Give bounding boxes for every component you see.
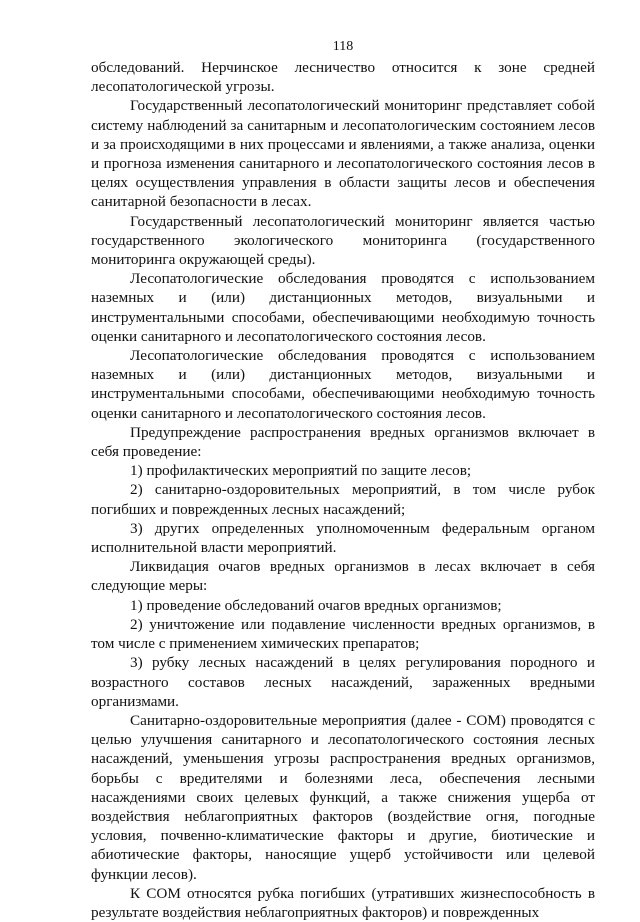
list-item: 1) проведение обследований очагов вредных организмов; [130,596,502,614]
paragraph: Государственный лесопатологический мониторинг является частью государственного экологического мониторинга (государственного мониторинга окружающей среды). [91,212,595,269]
paragraph: обследований. Нерчинское лесничество относится к зоне средней лесопатологической угрозы. [91,59,595,96]
page-number: 118 [332,39,354,54]
paragraph: Предупреждение распространения вредных организмов включает в себя проведение: [91,423,595,461]
document-page [91,0,595,922]
paragraph: Лесопатологические обследования проводятся с использованием наземных и (или) дистанционных методов, визуальными и инструментальными способами, обеспечивающими необходимую точность оценки санитарного и лесопатологического состояния лесов. [91,270,595,345]
paragraph: Лесопатологические обследования проводятся с использованием наземных и (или) дистанционных методов, визуальными и инструментальными способами, обеспечивающими необходимую точность оценки санитарного и лесопатологического состояния лесов. [91,347,595,422]
list-item: 3) других определенных уполномоченным федеральным органом исполнительной власти мероприятий. [91,519,595,557]
list-item: 3) рубку лесных насаждений в целях регулирования породного и возрастного составов лесных насаждений, зараженных вредными организмами. [91,654,595,710]
paragraph: Ликвидация очагов вредных организмов в лесах включает в себя следующие меры: [91,558,595,595]
list-item: 2) уничтожение или подавление численности вредных организмов, в том числе с применением химических препаратов; [91,615,595,653]
paragraph: Государственный лесопатологический мониторинг представляет собой систему наблюдений за санитарным и лесопатологическим состоянием лесов и за происходящими в них процессами и явлениями, а также анализа, оценки и прогноза изменения санитарного и лесопатологического состояния лесов в целях осуществления управления в области защиты лесов и обеспечения санитарной безопасности в лесах. [91,97,595,211]
list-item: 2) санитарно-оздоровительных мероприятий, в том числе рубок погибших и поврежденных лесных насаждений; [91,481,595,518]
list-item: 1) профилактических мероприятий по защите лесов; [130,462,472,480]
paragraph: Санитарно-оздоровительные мероприятия (далее - СОМ) проводятся с целью улучшения санитарного и лесопатологического состояния лесных насаждений, уменьшения угрозы распространения вредных организмов, борьбы с вредителями и болезнями леса, обеспечения лесными насаждениями своих целевых функций, а также снижения ущерба от воздействия неблагоприятных факторов (воздействие огня, погодные условия, почвенно-климатические факторы и другие, биотические и абиотические факторы, наносящие ущерб устойчивости или целевой функции лесов). [91,711,595,883]
paragraph: К СОМ относятся рубка погибших (утративших жизнеспособность в результате воздействия неблагоприятных факторов) и поврежденных [91,884,595,921]
